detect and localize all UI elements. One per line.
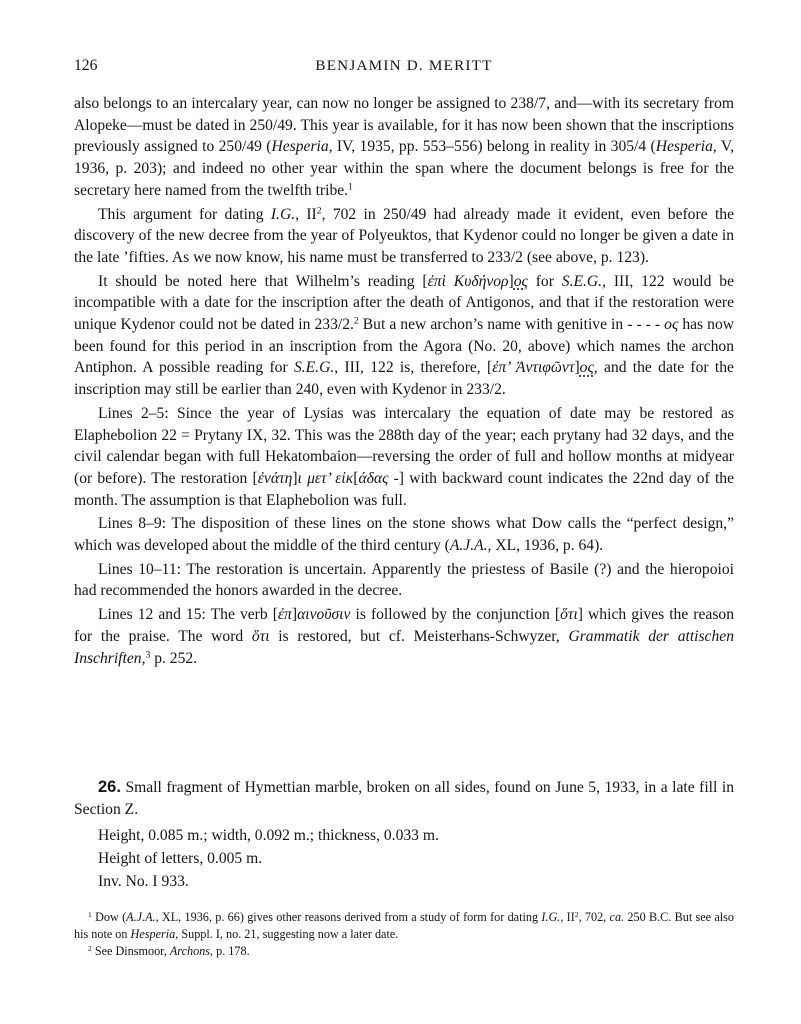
journal-title: Hesperia	[655, 138, 713, 156]
text-run: 250 B.C. But see also his note on	[74, 910, 735, 941]
footnote-ref[interactable]: 3	[145, 649, 151, 661]
journal-title: Hesperia	[130, 927, 176, 941]
text-run: ]	[292, 469, 298, 487]
edition-superscript: 2	[574, 909, 579, 919]
paragraph-2	[74, 204, 734, 269]
text-run: ]	[291, 606, 298, 624]
text-run: , 702,	[578, 910, 610, 924]
footnotes	[74, 909, 734, 960]
text-run: This argument for dating	[98, 205, 271, 223]
text-run: , III, 122 is, therefore, [	[334, 359, 493, 377]
paragraph-5	[74, 513, 734, 556]
footnote-2	[74, 943, 734, 960]
text-run: , II	[560, 910, 575, 924]
greek-text: ι μετ’ εἰκ	[297, 469, 354, 487]
text-run: Lines 12 and 15: The verb [	[98, 606, 278, 624]
footnote-marker: 2	[88, 943, 92, 953]
text-run: , Suppl. I, no. 21, suggesting now a later date.	[175, 927, 399, 941]
text-run: also belongs to an intercalary year, can now no longer be assigned to 238/7, and—with its secretary from Alopeke—must be dated in 250/49. This year is available, for it has now been shown that the inscriptions previously assigned to 250/49 (	[74, 95, 734, 156]
greek-text: ος	[513, 272, 528, 290]
text-run: ]	[574, 359, 580, 377]
text-run: , II	[295, 205, 317, 223]
text-run: , XL, 1936, p. 64).	[487, 537, 604, 555]
text-run: is restored, but cf. Meisterhans-Schwyzer,	[269, 627, 569, 645]
greek-text: ἐπ’ Ἀντιφῶντ	[492, 359, 575, 377]
entry-dimensions: Height, 0.085 m.; width, 0.092 m.; thickness, 0.033 m.	[98, 827, 439, 845]
running-title: BENJAMIN D. MERITT	[315, 57, 493, 74]
footnote-ref[interactable]: 2	[353, 315, 359, 327]
greek-text: ὅτι	[560, 606, 578, 624]
text-run: has now been found for this period in an inscription from the Agora (No. 20, above) which names the archon Antiphon. A possible reading for	[74, 316, 735, 377]
journal-title: Hesperia	[271, 138, 329, 156]
entry-inventory: Inv. No. I 933.	[98, 873, 189, 891]
text-run: p. 252.	[150, 649, 198, 667]
citation-abbrev: A.J.A.	[449, 537, 488, 555]
body-text	[74, 93, 734, 669]
page-number: 126	[74, 57, 98, 74]
entry-letter-height: Height of letters, 0.005 m.	[98, 850, 263, 868]
text-run: [	[353, 469, 359, 487]
text-run: , V, 1936, p. 203); and indeed no other year within the span where the document belongs is free for the secretary here named from the twelfth tribe.	[74, 138, 734, 199]
text-run: , 702 in 250/49 had already made it evident, even before the discovery of the new decree from the year of Polyeuktos, that Kydenor could no longer be given a date in the late ’fifties. As we now know, his name must be transferred to 233/2 (see above, p. 123).	[74, 205, 734, 266]
citation-abbrev: I.G.	[541, 910, 561, 924]
citation-abbrev: S.E.G.	[293, 359, 335, 377]
text-run: is followed by the conjunction [	[350, 606, 561, 624]
text-run: -] with backward count indicates the 22nd day of the month. The assumption is that Elaphebolion was full.	[74, 469, 734, 509]
paragraph-7	[74, 604, 734, 669]
entry-description	[74, 777, 734, 820]
citation-abbrev: S.E.G.	[561, 272, 603, 290]
running-head	[74, 57, 734, 79]
text-run: ] which gives the reason for the praise. The word	[74, 606, 735, 645]
book-title: Grammatik der attischen Inschriften	[74, 627, 734, 667]
greek-text: άδας	[358, 469, 389, 487]
text-run: It should be noted here that Wilhelm’s reading [	[98, 272, 428, 290]
text-run: But a new archon’s name with genitive in - - - -	[358, 316, 665, 334]
paragraph-6: Lines 10–11: The restoration is uncertain. Apparently the priestess of Basile (?) and the hieropoioi had recommended the honors awarded in the decree.	[74, 560, 734, 600]
paragraph-3	[74, 271, 734, 401]
text-run: , and the date for the inscription may still be earlier than 240, even with Kydenor in 233/2.	[74, 359, 734, 399]
text-run: , p. 178.	[210, 944, 250, 958]
citation-abbrev: I.G.	[270, 205, 296, 223]
footnote-1	[74, 909, 734, 943]
greek-text: ἐπὶ Κυδήνορ	[427, 272, 509, 290]
circa-abbrev: ca.	[609, 910, 625, 924]
text-run: See Dinsmoor,	[91, 944, 170, 958]
book-title: Archons	[169, 944, 210, 958]
text-run: Small fragment of Hymettian marble, broken on all sides, found on June 5, 1933, in a late fill in Section Ζ.	[74, 779, 734, 818]
text-run: Dow (	[91, 910, 127, 924]
text-run: Lines 2–5: Since the year of Lysias was intercalary the equation of date may be restored as Elaphebolion 22 = Prytany IX, 32. This was the 288th day of the year; each prytany had 32 days, and the civil calendar began with full Hekatombaion—reversing the order of full and hollow months at midyear (or before). The restoration [	[74, 404, 734, 487]
text-run: , III, 122 would be incompatible with a date for the inscription after the death of Antigonos, and that if the restoration were unique Kydenor could not be dated in 233/2.	[74, 272, 735, 334]
paragraph-1	[74, 93, 734, 202]
text-run: ,	[141, 649, 146, 667]
paragraph-4	[74, 403, 734, 512]
text-run: for	[527, 272, 562, 290]
text-run: , IV, 1935, pp. 553–556) belong in reality in 305/4 (	[328, 138, 656, 156]
catalogue-entry-26	[74, 777, 734, 893]
greek-text: αινοῦσιν	[297, 606, 351, 624]
text-run: ]	[508, 272, 514, 290]
entry-number: 26.	[98, 778, 121, 796]
greek-text: ος	[579, 359, 594, 377]
citation-abbrev: A.J.A.	[126, 910, 156, 924]
text-run: Lines 8–9: The disposition of these lines on the stone shows what Dow calls the “perfect design,” which was developed about the middle of the third century (	[74, 515, 734, 555]
greek-text: ος	[664, 316, 679, 334]
footnote-marker: 1	[88, 909, 92, 919]
edition-superscript: 2	[316, 205, 322, 217]
text-run: , XL, 1936, p. 66) gives other reasons derived from a study of form for dating	[155, 910, 542, 924]
greek-text: ἐνάτη	[257, 469, 293, 487]
footnote-ref[interactable]: 1	[348, 181, 353, 193]
greek-text: ἐπ	[277, 606, 292, 624]
greek-text: ὅτι	[251, 627, 270, 645]
